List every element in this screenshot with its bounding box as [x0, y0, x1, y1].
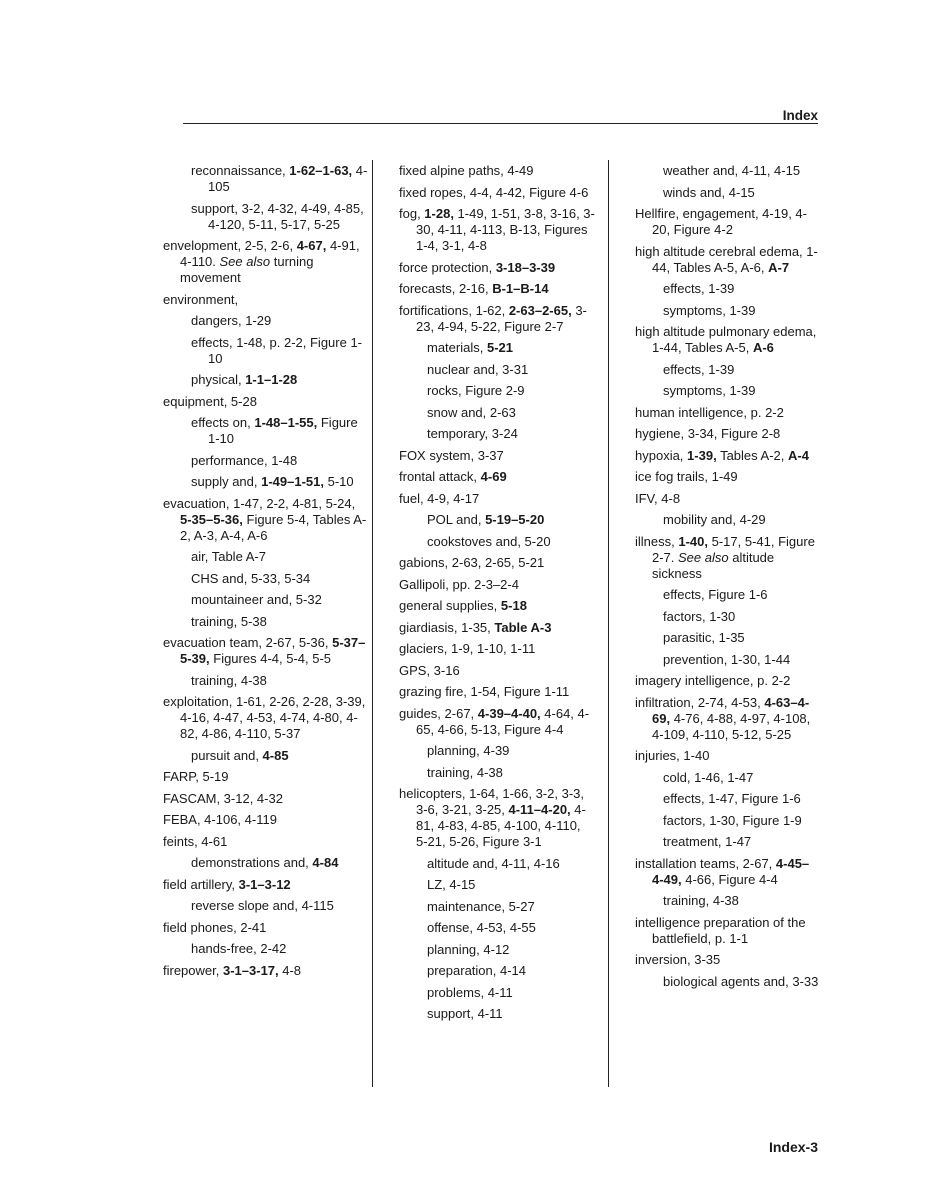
entry-text: dangers, 1-29 — [191, 313, 272, 328]
index-subentry — [163, 571, 368, 587]
entry-text: 2-63–2-65, — [508, 302, 572, 318]
entry-text: evacuation, 1-47, 2-2, 4-81, 5-24, — [163, 495, 356, 511]
index-subentry — [399, 405, 595, 421]
entry-text: factors, 1-30, Figure 1-9 — [663, 812, 802, 828]
index-column-1 — [163, 163, 368, 984]
entry-text: exploitation, 1-61, 2-26, 2-28, 3-39, 4-16, 4-47, 4-53, 4-74, 4-80, 4-82, 4-86, 4-110, 5-37 — [163, 694, 366, 741]
entry-text: effects, Figure 1-6 — [663, 587, 768, 602]
entry-text: 5-10 — [324, 474, 354, 489]
entry-text: 4-84 — [312, 855, 339, 870]
entry-text: guides, 2-67, — [399, 705, 478, 721]
entry-text: See also — [219, 254, 271, 269]
entry-text: hands-free, 2-42 — [191, 941, 287, 956]
entry-text: support, 3-2, 4-32, 4-49, 4-85, 4-120, 5-11, 5-17, 5-25 — [191, 200, 364, 232]
entry-text: 4-11–4-20, — [508, 802, 571, 817]
index-entry — [635, 748, 819, 764]
index-entry — [399, 303, 595, 335]
entry-text: frontal attack, — [399, 469, 481, 484]
entry-text: prevention, 1-30, 1-44 — [663, 651, 791, 667]
entry-text: 1-28, — [424, 206, 454, 221]
index-subentry — [399, 383, 595, 399]
index-entry — [163, 791, 368, 807]
entry-text: 5-35–5-36, — [180, 511, 243, 527]
index-subentry — [399, 920, 595, 936]
index-subentry — [163, 549, 368, 565]
entry-text: 1-1–1-28 — [245, 372, 298, 387]
index-subentry — [635, 587, 819, 603]
index-entry — [399, 185, 595, 201]
entry-text: equipment, 5-28 — [163, 393, 257, 409]
index-subentry — [399, 1006, 595, 1022]
index-entry — [163, 812, 368, 828]
entry-text: grazing fire, 1-54, Figure 1-11 — [399, 684, 570, 699]
entry-text: 4-105 — [208, 163, 368, 194]
entry-text: winds and, 4-15 — [663, 184, 755, 200]
index-subentry — [399, 743, 595, 759]
index-subentry — [163, 748, 368, 764]
entry-text: ice fog trails, 1-49 — [635, 469, 738, 484]
index-subentry — [635, 303, 819, 319]
index-entry — [399, 706, 595, 738]
index-subentry — [163, 163, 368, 195]
index-subentry — [399, 899, 595, 915]
index-entry — [635, 324, 819, 356]
entry-text: 4-8 — [278, 962, 302, 978]
entry-text: effects, 1-39 — [663, 281, 735, 296]
entry-text: 3-23, 4-94, 5-22, Figure 2-7 — [416, 302, 587, 334]
entry-text: LZ, 4-15 — [427, 877, 476, 892]
index-subentry — [399, 426, 595, 442]
entry-text: illness, — [635, 533, 679, 549]
index-subentry — [635, 893, 819, 909]
entry-text: field phones, 2-41 — [163, 919, 267, 935]
entry-text: offense, 4-53, 4-55 — [427, 920, 536, 935]
index-entry — [635, 915, 819, 947]
index-entry — [399, 206, 595, 254]
entry-text: support, 4-11 — [427, 1006, 503, 1021]
index-entry — [399, 663, 595, 679]
index-entry — [399, 281, 595, 297]
entry-text: Table A-3 — [494, 619, 552, 635]
entry-text: 4-66, Figure 4-4 — [681, 871, 778, 887]
index-subentry — [399, 534, 595, 550]
index-entry — [163, 394, 368, 410]
index-subentry — [635, 185, 819, 201]
entry-text: A-4 — [788, 447, 809, 463]
index-entry — [163, 292, 368, 308]
index-subentry — [163, 335, 368, 367]
entry-text: 4-67, — [296, 238, 327, 253]
entry-text: 4-91, 4-110. — [180, 238, 360, 269]
entry-text: 3-1–3-12 — [238, 876, 291, 892]
entry-text: 5-21 — [486, 340, 513, 355]
entry-text: factors, 1-30 — [663, 608, 736, 624]
entry-text: force protection, — [399, 259, 496, 275]
entry-text: planning, 4-12 — [427, 941, 510, 957]
entry-text: Tables A-2, — [716, 447, 788, 463]
index-subentry — [163, 372, 368, 388]
entry-text: training, 4-38 — [663, 893, 739, 908]
entry-text: Gallipoli, pp. 2-3–2-4 — [399, 576, 519, 592]
index-subentry — [163, 592, 368, 608]
entry-text: reconnaissance, — [191, 163, 290, 178]
entry-text: hypoxia, — [635, 447, 688, 463]
entry-text: demonstrations and, — [191, 855, 313, 870]
index-entry — [399, 620, 595, 636]
index-subentry — [399, 340, 595, 356]
page-header-title: Index — [782, 108, 818, 123]
entry-text: giardiasis, 1-35, — [399, 619, 495, 635]
entry-text: infiltration, 2-74, 4-53, — [635, 694, 765, 710]
entry-text: 5-19–5-20 — [485, 512, 545, 527]
header-rule — [183, 123, 818, 124]
entry-text: A-6 — [752, 340, 774, 355]
index-entry — [399, 684, 595, 700]
index-entry — [635, 491, 819, 507]
index-subentry — [635, 652, 819, 668]
entry-text: fixed ropes, 4-4, 4-42, Figure 4-6 — [399, 184, 589, 200]
entry-text: environment, — [163, 291, 239, 307]
entry-text: feints, 4-61 — [163, 833, 228, 849]
entry-text: training, 5-38 — [191, 613, 267, 629]
entry-text: performance, 1-48 — [191, 452, 298, 468]
index-entry — [635, 856, 819, 888]
index-subentry — [163, 415, 368, 447]
entry-text: cold, 1-46, 1-47 — [663, 769, 754, 785]
entry-text: fixed alpine paths, 4-49 — [399, 163, 534, 178]
entry-text: pursuit and, — [191, 747, 263, 763]
index-subentry — [635, 834, 819, 850]
entry-text: effects, 1-48, p. 2-2, Figure 1-10 — [191, 334, 363, 366]
entry-text: helicopters, 1-64, 1-66, 3-2, 3-3, 3-6, 3-21, 3-25, — [399, 786, 584, 817]
entry-text: 5-18 — [500, 598, 527, 613]
index-entry — [163, 877, 368, 893]
entry-text: 5-37–5-39, — [180, 635, 366, 666]
page-number: Index-3 — [768, 1139, 818, 1155]
entry-text: physical, — [191, 372, 246, 387]
index-subentry — [399, 765, 595, 781]
entry-text: Figure 1-10 — [208, 415, 358, 446]
entry-text: symptoms, 1-39 — [663, 383, 756, 398]
index-entry — [163, 496, 368, 544]
index-subentry — [635, 630, 819, 646]
entry-text: B-1–B-14 — [492, 281, 549, 296]
entry-text: Figures 4-4, 5-4, 5-5 — [209, 651, 332, 666]
entry-text: 4-81, 4-83, 4-85, 4-100, 4-110, 5-21, 5-26, Figure 3-1 — [416, 802, 586, 849]
entry-text: supply and, — [191, 474, 262, 489]
entry-text: effects, 1-47, Figure 1-6 — [663, 791, 801, 806]
index-column-2 — [399, 163, 595, 1028]
entry-text: symptoms, 1-39 — [663, 302, 756, 318]
entry-text: 4-63–4-69, — [652, 694, 810, 726]
entry-text: high altitude cerebral edema, 1-44, Tables A-5, A-6, — [635, 243, 818, 275]
index-subentry — [399, 963, 595, 979]
entry-text: IFV, 4-8 — [635, 490, 681, 506]
entry-text: human intelligence, p. 2-2 — [635, 404, 784, 420]
entry-text: 1-48–1-55, — [254, 415, 318, 430]
entry-text: POL and, — [427, 512, 486, 527]
index-subentry — [399, 856, 595, 872]
entry-text: biological agents and, 3-33 — [663, 973, 819, 989]
index-entry — [163, 920, 368, 936]
index-entry — [399, 786, 595, 850]
entry-text: Figure 5-4, Tables A-2, A-3, A-4, A-6 — [180, 511, 367, 543]
index-subentry — [163, 313, 368, 329]
entry-text: fortifications, 1-62, — [399, 302, 509, 318]
entry-text: 4-64, 4-65, 4-66, 5-13, Figure 4-4 — [416, 705, 590, 737]
index-entry — [399, 163, 595, 179]
index-entry — [399, 555, 595, 571]
index-subentry — [399, 362, 595, 378]
entry-text: 3-1–3-17, — [222, 962, 279, 978]
entry-text: intelligence preparation of the battlefield, p. 1-1 — [635, 914, 806, 946]
index-subentry — [163, 941, 368, 957]
index-entry — [635, 695, 819, 743]
index-column-3 — [635, 163, 819, 995]
index-subentry — [635, 163, 819, 179]
index-entry — [635, 952, 819, 968]
entry-text: effects, 1-39 — [663, 361, 735, 377]
entry-text: high altitude pulmonary edema, 1-44, Tables A-5, — [635, 324, 817, 355]
index-subentry — [163, 474, 368, 490]
index-subentry — [635, 362, 819, 378]
entry-text: Hellfire, engagement, 4-19, 4-20, Figure 4-2 — [635, 206, 807, 237]
index-entry — [399, 491, 595, 507]
index-entry — [163, 635, 368, 667]
entry-text: problems, 4-11 — [427, 984, 513, 1000]
index-entry — [163, 769, 368, 785]
entry-text: parasitic, 1-35 — [663, 630, 745, 645]
index-entry — [635, 206, 819, 238]
entry-text: training, 4-38 — [427, 764, 503, 780]
index-entry — [635, 405, 819, 421]
index-entry — [399, 577, 595, 593]
index-entry — [635, 426, 819, 442]
column-divider — [372, 160, 373, 1087]
entry-text: gabions, 2-63, 2-65, 5-21 — [399, 555, 545, 570]
entry-text: maintenance, 5-27 — [427, 898, 535, 914]
entry-text: field artillery, — [163, 876, 239, 892]
entry-text: 4-39–4-40, — [477, 705, 541, 721]
index-subentry — [163, 855, 368, 871]
entry-text: effects on, — [191, 415, 255, 430]
entry-text: installation teams, 2-67, — [635, 855, 776, 871]
entry-text: FOX system, 3-37 — [399, 447, 504, 463]
entry-text: 1-49–1-51, — [261, 474, 324, 489]
entry-text: treatment, 1-47 — [663, 834, 752, 849]
entry-text: imagery intelligence, p. 2-2 — [635, 673, 791, 688]
entry-text: fuel, 4-9, 4-17 — [399, 490, 480, 506]
index-subentry — [635, 770, 819, 786]
index-subentry — [635, 813, 819, 829]
entry-text: 4-45–4-49, — [652, 855, 810, 887]
entry-text: preparation, 4-14 — [427, 963, 527, 978]
index-subentry — [399, 512, 595, 528]
index-entry — [163, 694, 368, 742]
entry-text: rocks, Figure 2-9 — [427, 383, 525, 398]
entry-text: fog, — [399, 206, 425, 221]
index-entry — [399, 598, 595, 614]
entry-text: FEBA, 4-106, 4-119 — [163, 812, 277, 827]
entry-text: CHS and, 5-33, 5-34 — [191, 570, 311, 586]
entry-text: FARP, 5-19 — [163, 769, 229, 784]
index-subentry — [635, 281, 819, 297]
entry-text: 4-76, 4-88, 4-97, 4-108, 4-109, 4-110, 5-12, 5-25 — [652, 710, 811, 742]
entry-text: altitude sickness — [652, 549, 775, 581]
entry-text: snow and, 2-63 — [427, 404, 516, 420]
entry-text: materials, — [427, 340, 487, 355]
index-entry — [163, 238, 368, 286]
index-entry — [635, 244, 819, 276]
index-entry — [399, 469, 595, 485]
entry-text: evacuation team, 2-67, 5-36, — [163, 635, 333, 650]
entry-text: injuries, 1-40 — [635, 748, 710, 763]
entry-text: general supplies, — [399, 598, 501, 613]
entry-text: FASCAM, 3-12, 4-32 — [163, 790, 283, 806]
index-subentry — [163, 201, 368, 233]
index-subentry — [163, 614, 368, 630]
entry-text: mobility and, 4-29 — [663, 512, 766, 527]
index-entry — [399, 260, 595, 276]
entry-text: 1-49, 1-51, 3-8, 3-16, 3-30, 4-11, 4-113, B-13, Figures 1-4, 3-1, 4-8 — [416, 206, 595, 253]
entry-text: temporary, 3-24 — [427, 426, 518, 441]
index-subentry — [399, 942, 595, 958]
index-subentry — [163, 673, 368, 689]
entry-text: envelopment, 2-5, 2-6, — [163, 238, 297, 253]
index-entry — [163, 834, 368, 850]
index-subentry — [399, 877, 595, 893]
entry-text: 1-40, — [678, 533, 708, 549]
index-entry — [635, 673, 819, 689]
entry-text: nuclear and, 3-31 — [427, 361, 529, 377]
index-subentry — [635, 609, 819, 625]
entry-text: 3-18–3-39 — [495, 259, 556, 275]
entry-text: GPS, 3-16 — [399, 662, 460, 678]
entry-text: 4-69 — [480, 469, 507, 484]
index-subentry — [635, 383, 819, 399]
index-entry — [163, 963, 368, 979]
entry-text: See also — [678, 549, 729, 565]
entry-text: firepower, — [163, 962, 223, 978]
entry-text: cookstoves and, 5-20 — [427, 533, 551, 549]
entry-text: A-7 — [768, 259, 790, 275]
entry-text: 1-62–1-63, — [289, 163, 353, 178]
entry-text: glaciers, 1-9, 1-10, 1-11 — [399, 641, 536, 656]
entry-text: reverse slope and, 4-115 — [191, 898, 334, 913]
index-subentry — [635, 512, 819, 528]
entry-text: 4-85 — [262, 747, 289, 763]
column-divider — [608, 160, 609, 1087]
entry-text: mountaineer and, 5-32 — [191, 592, 322, 607]
entry-text: inversion, 3-35 — [635, 952, 721, 967]
index-entry — [399, 448, 595, 464]
index-entry — [635, 469, 819, 485]
index-subentry — [163, 898, 368, 914]
index-subentry — [163, 453, 368, 469]
entry-text: forecasts, 2-16, — [399, 281, 493, 296]
index-entry — [399, 641, 595, 657]
entry-text: planning, 4-39 — [427, 743, 510, 758]
entry-text: weather and, 4-11, 4-15 — [663, 163, 801, 178]
index-entry — [635, 448, 819, 464]
entry-text: training, 4-38 — [191, 672, 267, 688]
entry-text: air, Table A-7 — [191, 549, 266, 564]
entry-text: hygiene, 3-34, Figure 2-8 — [635, 426, 781, 441]
index-entry — [635, 534, 819, 582]
entry-text: 5-17, 5-41, Figure 2-7. — [652, 533, 815, 565]
index-subentry — [635, 974, 819, 990]
entry-text: altitude and, 4-11, 4-16 — [427, 855, 560, 871]
entry-text: turning movement — [180, 254, 314, 285]
entry-text: 1-39, — [687, 447, 717, 463]
index-subentry — [635, 791, 819, 807]
index-subentry — [399, 985, 595, 1001]
